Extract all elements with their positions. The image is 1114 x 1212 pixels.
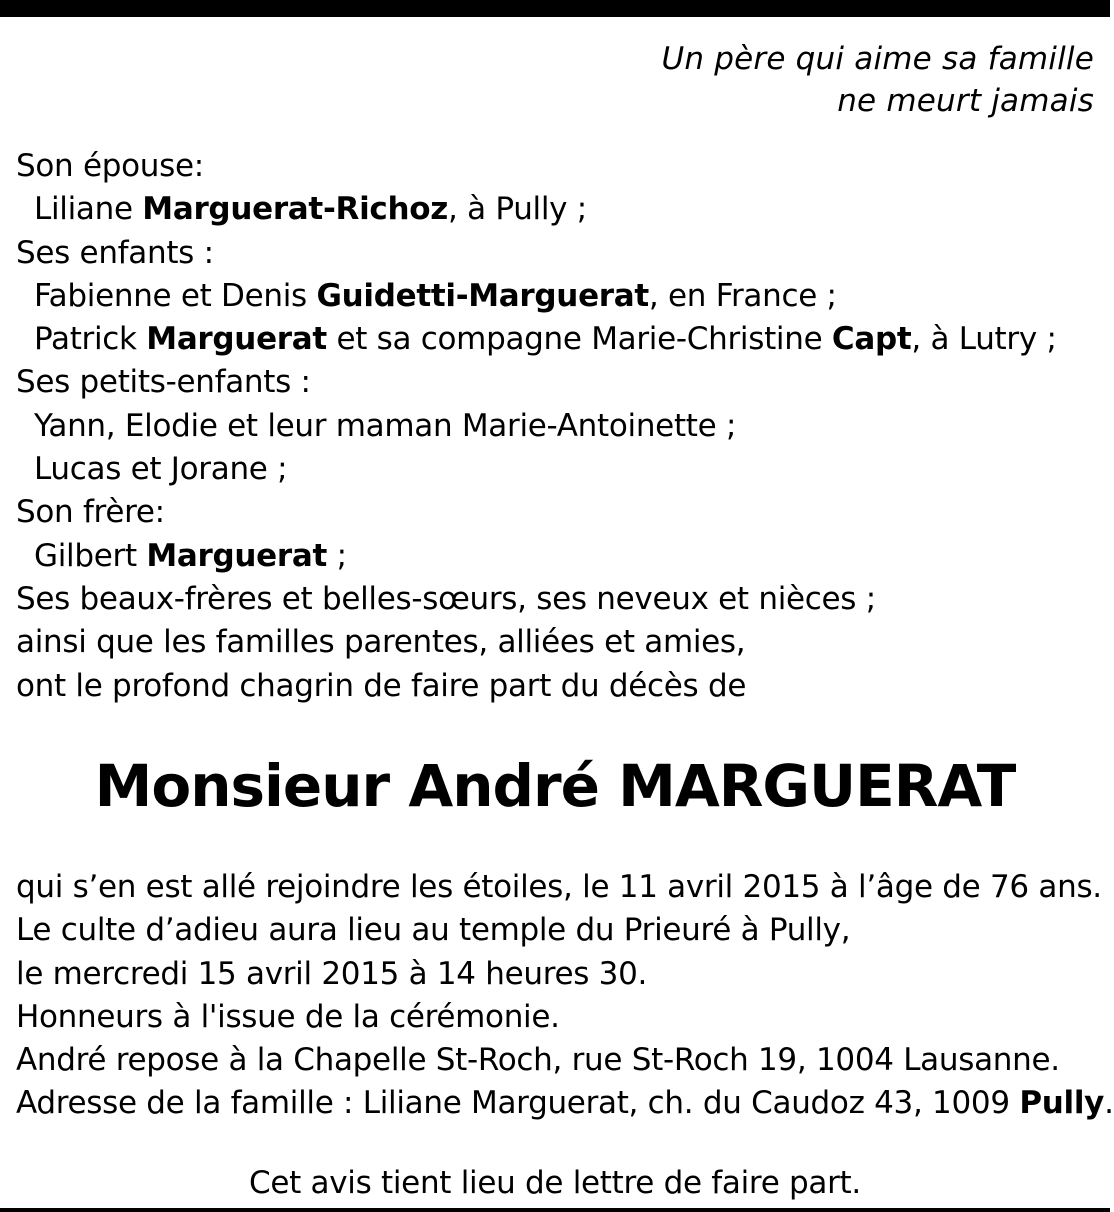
- child2-location: , à Lutry ;: [911, 321, 1057, 358]
- motto-line-2: ne meurt jamais: [837, 83, 1094, 119]
- brother-heading: Son frère:: [16, 494, 165, 531]
- address-prefix: Adresse de la famille : Liliane Marguerat, ch. du Caudoz 43, 1009: [16, 1085, 1020, 1122]
- child2-surname: Marguerat: [146, 321, 327, 358]
- brother-entry: [16, 535, 1057, 578]
- children-heading: Ses enfants :: [16, 234, 214, 271]
- child2-partner: et sa compagne Marie-Christine: [326, 321, 832, 358]
- child1-surname: Guidetti-Marguerat: [316, 277, 649, 314]
- motto-line-1: Un père qui aime sa famille: [661, 41, 1094, 77]
- spouse-first-name: Liliane: [34, 191, 143, 228]
- closing-note: Cet avis tient lieu de lettre de faire part.: [249, 1165, 861, 1201]
- ceremony-details: [16, 866, 1114, 1126]
- child1-first-names: Fabienne et Denis: [34, 277, 317, 314]
- announcement-line: ont le profond chagrin de faire part du décès de: [16, 667, 747, 704]
- relatives-line: ainsi que les familles parentes, alliées et amies,: [16, 624, 746, 661]
- in-laws-line: Ses beaux-frères et belles-sœurs, ses neveux et nièces ;: [16, 580, 876, 617]
- bottom-border-rule: [0, 1208, 1110, 1212]
- spouse-entry: [16, 188, 1057, 231]
- brother-first-name: Gilbert: [34, 537, 147, 574]
- deceased-name: Monsieur André MARGUERAT: [94, 752, 1016, 820]
- top-border-rule: [0, 0, 1110, 17]
- grandchildren-heading: Ses petits-enfants :: [16, 364, 311, 401]
- address-city: Pully: [1019, 1085, 1105, 1122]
- details-line-3: le mercredi 15 avril 2015 à 14 heures 30.: [16, 955, 648, 992]
- spouse-heading: Son épouse:: [16, 148, 204, 184]
- family-address: [16, 1082, 1114, 1125]
- details-line-1: qui s’en est allé rejoindre les étoiles, le 11 avril 2015 à l’âge de 76 ans.: [16, 869, 1102, 905]
- details-line-5: André repose à la Chapelle St-Roch, rue St-Roch 19, 1004 Lausanne.: [16, 1042, 1060, 1079]
- grandchildren-entry-1: Yann, Elodie et leur maman Marie-Antoinette ;: [34, 407, 737, 444]
- address-end: .: [1104, 1085, 1114, 1122]
- brother-surname: Marguerat: [146, 537, 328, 574]
- child1-location: , en France ;: [648, 277, 837, 314]
- child-entry-2: [16, 318, 1057, 361]
- child-entry-1: [16, 275, 1057, 318]
- details-line-2: Le culte d’adieu aura lieu au temple du Prieuré à Pully,: [16, 912, 851, 949]
- family-list: [16, 145, 1057, 708]
- brother-end: ;: [327, 537, 347, 574]
- child2-partner-surname: Capt: [831, 321, 912, 358]
- spouse-location: , à Pully ;: [448, 191, 587, 228]
- grandchildren-entry-2: Lucas et Jorane ;: [34, 451, 288, 488]
- spouse-surname: Marguerat-Richoz: [142, 191, 448, 228]
- motto: [661, 38, 1094, 122]
- child2-first-name: Patrick: [34, 321, 147, 358]
- details-line-4: Honneurs à l'issue de la cérémonie.: [16, 998, 560, 1035]
